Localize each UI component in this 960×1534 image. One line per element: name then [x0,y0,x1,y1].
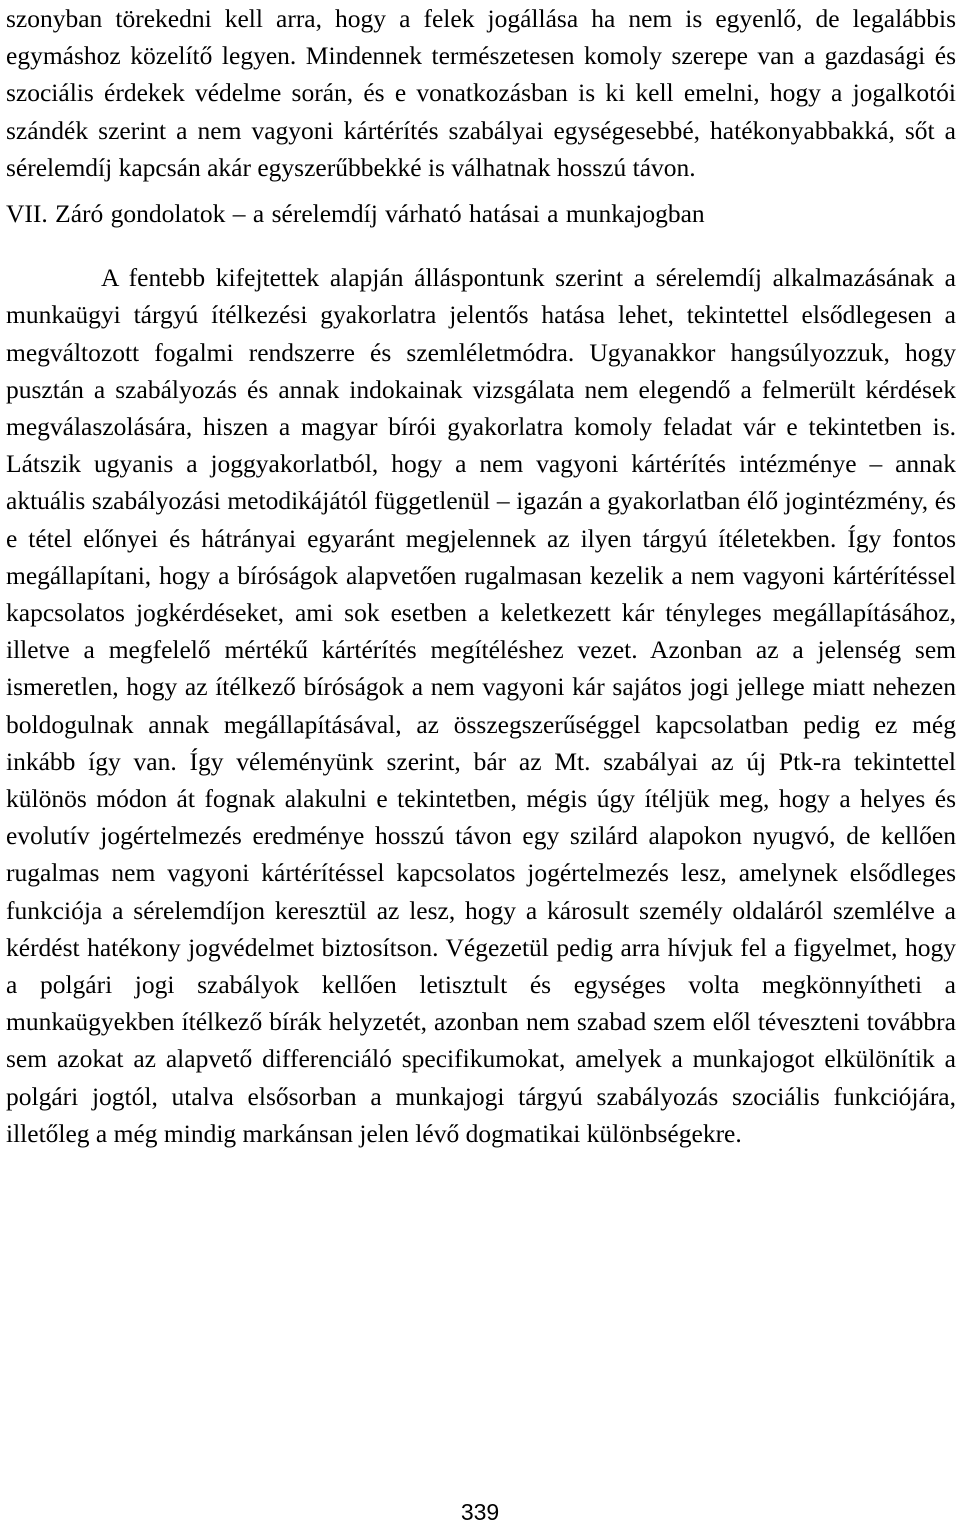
heading-spacer [6,232,956,259]
paragraph-continued: szonyban törekedni kell arra, hogy a felek jogállása ha nem is egyenlő, de legalábbis egymáshoz közelítő legyen. Mindennek természetesen komoly szerepe van a gazdasági és szociális érdekek védelme során, és e vonatkozásban is ki kell emelni, hogy a jogalkotói szándék szerint a nem vagyoni kártérítés szabályai egységesebbé, hatékonyabbakká, sőt a sérelemdíj kapcsán akár egyszerűbbekké is válhatnak hosszú távon. [6,4,956,182]
paragraph-main: A fentebb kifejtettek alapján álláspontunk szerint a sérelemdíj alkalmazásának a munkaügyi tárgyú ítélkezési gyakorlatra jelentős hatása lehet, tekintettel elsődlegesen a megváltozott fogalmi rendszerre és szemléletmódra. Ugyanakkor hangsúlyozzuk, hogy pusztán a szabályozás és annak indokainak vizsgálata nem elegendő a felmerült kérdések megválaszolására, hiszen a magyar bírói gyakorlatra komoly feladat vár e tekintetben is. Látszik ugyanis a joggyakorlatból, hogy a nem vagyoni kártérítés intézménye – annak aktuális szabályozási metodikájától függetlenül – igazán a gyakorlatban élő jogintézmény, és e tétel előnyei és hátrányai egyaránt megjelennek az ilyen tárgyú ítéletekben. Így fontos megállapítani, hogy a bíróságok alapvetően rugalmasan kezelik a nem vagyoni kártérítéssel kapcsolatos jogkérdéseket, ami sok esetben a keletkezett kár tényleges megállapításához, illetve a megfelelő mértékű kártérítés megítéléshez vezet. Azonban az a jelenség sem ismeretlen, hogy az ítélkező bíróságok a nem vagyoni kár sajátos jogi jellege miatt nehezen boldogulnak annak megállapításával, az összegszerűséggel kapcsolatban pedig ez még inkább így van. Így véleményünk szerint, bár az Mt. szabályai az új Ptk-ra tekintettel különös módon át fognak alakulni e tekintetben, mégis úgy ítéljük meg, hogy a helyes és evolutív jogértelmezés eredménye hosszú távon egy szilárd alapokon nyugvó, de kellően rugalmas nem vagyoni kártérítéssel kapcsolatos jogértelmezés lesz, amelynek elsődleges funkciója a sérelemdíjon keresztül az lesz, hogy a károsult személy oldaláról szemlélve a kérdést hatékony jogvédelmet biztosítson. Végezetül pedig arra hívjuk fel a figyelmet, hogy a polgári jogi szabályok kellően letisztult és egységes volta megkönnyítheti a munkaügyekben ítélkező bírák helyzetét, azonban nem szabad szem elől téveszteni továbbra sem azokat az alapvető differenciáló specifikumokat, amelyek a munkajogot elkülönítik a polgári jogtól, utalva elsősorban a munkajogi tárgyú szabályozás szociális funkciójára, illetőleg a még mindig markánsan jelen lévő dogmatikai különbségekre. [6,263,956,1148]
document-page [6,0,956,1152]
page-number: 339 [460,1499,500,1525]
section-heading: VII. Záró gondolatok – a sérelemdíj várható hatásai a munkajogban [6,199,705,229]
